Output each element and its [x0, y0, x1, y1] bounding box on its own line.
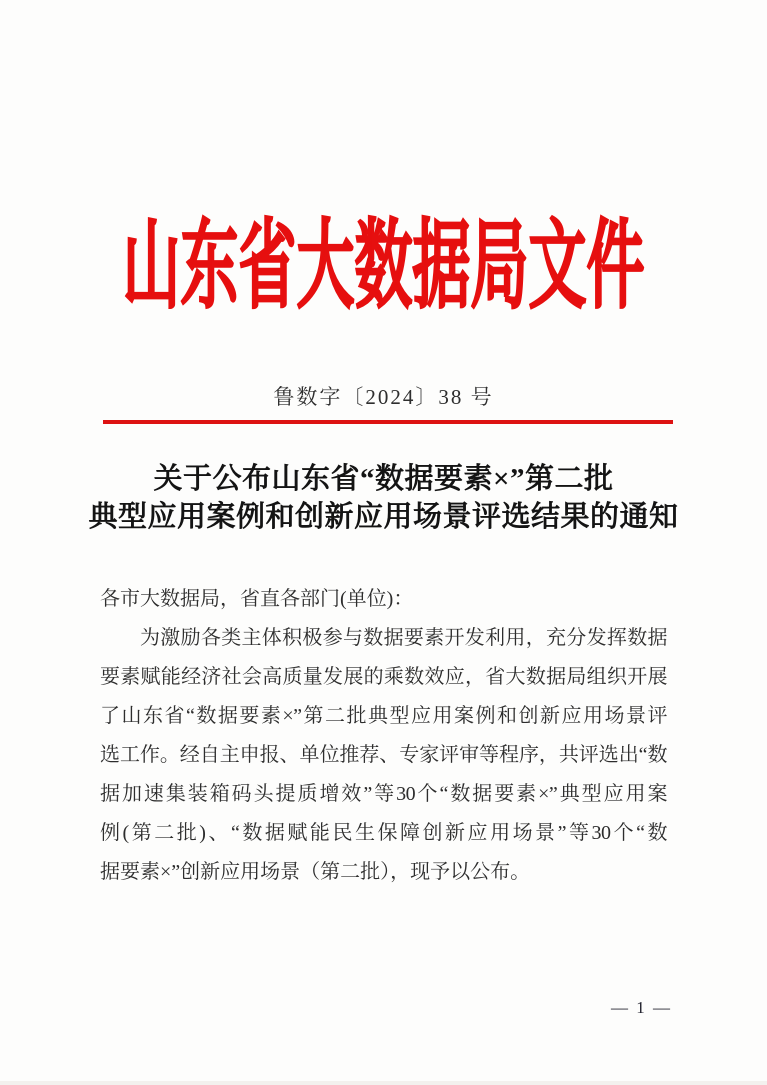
body-line: 了山东省“数据要素×”第二批典型应用案例和创新应用场景评	[100, 705, 667, 727]
body-line: 选工作。经自主申报、单位推荐、专家评审等程序，共评选出“数	[100, 744, 667, 766]
document-number: 鲁数字〔2024〕38 号	[273, 385, 494, 409]
agency-masthead-title: 山东省大数据局文件	[122, 211, 645, 321]
body-line-salutation: 各市大数据局，省直各部门(单位)：	[100, 588, 414, 610]
document-title-line1: 关于公布山东省“数据要素×”第二批	[153, 463, 614, 495]
body-line: 例(第二批)、“数据赋能民生保障创新应用场景”等30个“数	[100, 822, 667, 844]
document-title-line2: 典型应用案例和创新应用场景评选结果的通知	[88, 501, 679, 533]
body-line: 据加速集装箱码头提质增效”等30个“数据要素×”典型应用案	[100, 783, 667, 805]
page-number: — 1 —	[611, 998, 672, 1017]
body-line: 为激励各类主体积极参与数据要素开发利用，充分发挥数据	[140, 627, 667, 649]
document-body	[100, 580, 667, 892]
document-title	[0, 460, 767, 536]
red-divider-line	[103, 420, 673, 424]
body-line: 要素赋能经济社会高质量发展的乘数效应，省大数据局组织开展	[100, 666, 667, 688]
body-line: 据要素×”创新应用场景（第二批），现予以公布。	[100, 861, 531, 883]
